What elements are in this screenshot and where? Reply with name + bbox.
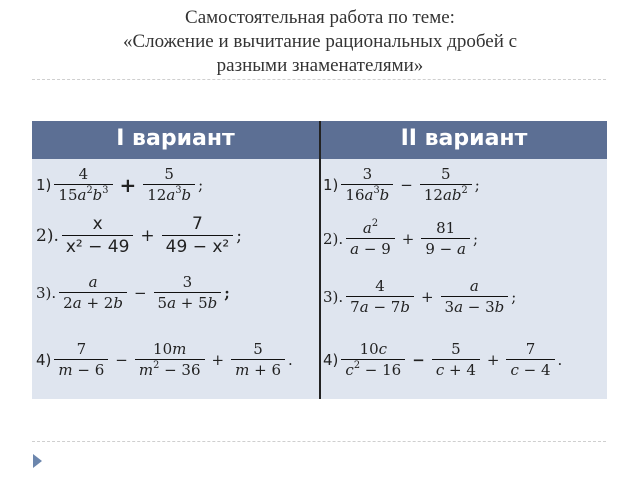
numerator: 5 — [451, 340, 461, 358]
numerator: 81 — [436, 219, 456, 237]
denominator: $15a^2b^3$ — [54, 184, 112, 204]
numerator: $a^2$ — [362, 218, 379, 237]
top-divider — [32, 79, 606, 80]
denominator: x² − 49 — [62, 235, 134, 257]
fraction — [341, 165, 393, 204]
denominator: 49 − x² — [162, 235, 234, 257]
exercise-label: 3). — [323, 287, 344, 306]
fraction — [59, 273, 127, 312]
v2-exercise-3 — [323, 277, 516, 316]
punctuation: ; — [474, 175, 480, 194]
fraction — [143, 165, 195, 204]
numerator: 4 — [375, 277, 385, 295]
fraction — [62, 214, 134, 257]
fraction — [506, 340, 554, 379]
numerator: 10c — [359, 340, 388, 358]
v1-exercise-2 — [36, 214, 242, 257]
denominator: 2a + 2b — [59, 292, 127, 312]
numerator: 5 — [164, 165, 174, 183]
operator: + — [140, 225, 155, 246]
fraction — [346, 277, 414, 316]
exercise-label: 1) — [323, 175, 339, 194]
fraction — [54, 340, 108, 379]
operator: + — [420, 287, 434, 306]
denominator: $16a^3b$ — [341, 184, 393, 204]
punctuation: ; — [198, 175, 204, 194]
next-slide-arrow-icon[interactable] — [33, 454, 42, 468]
punctuation: ; — [236, 225, 242, 246]
bottom-divider — [32, 441, 606, 442]
fraction — [341, 340, 405, 379]
punctuation: ; — [224, 283, 230, 302]
exercise-label: 3). — [36, 283, 57, 302]
title-line-2: «Сложение и вычитание рациональных дробей с — [122, 31, 518, 52]
v2-exercise-2 — [323, 219, 478, 258]
header-variant-1: I вариант — [32, 121, 319, 159]
numerator: 4 — [78, 165, 89, 183]
operator: − — [400, 175, 413, 194]
operator: − — [133, 283, 147, 302]
exercise-label: 4) — [323, 350, 339, 369]
operator: + — [486, 350, 500, 369]
fraction — [154, 273, 222, 312]
denominator: $c^2 - 16$ — [341, 359, 405, 379]
numerator: 5 — [253, 340, 263, 358]
numerator: a — [469, 277, 479, 295]
fraction — [162, 214, 234, 257]
punctuation: . — [288, 350, 293, 369]
numerator: 7 — [525, 340, 536, 358]
exercise-label: 2). — [36, 225, 59, 246]
fraction — [135, 340, 205, 379]
denominator: c + 4 — [432, 359, 480, 379]
operator: + — [119, 172, 137, 197]
numerator: a — [88, 273, 98, 291]
fraction — [54, 165, 112, 204]
denominator: m − 6 — [54, 359, 108, 379]
v1-exercise-4 — [36, 340, 293, 379]
numerator: 5 — [441, 165, 451, 183]
fraction — [420, 165, 472, 204]
punctuation: ; — [472, 229, 479, 248]
numerator: 7 — [192, 214, 203, 234]
operator: − — [115, 350, 128, 369]
denominator: $12a^3b$ — [143, 184, 195, 204]
denominator: 7a − 7b — [346, 296, 414, 316]
v2-exercise-1 — [323, 165, 480, 204]
exercise-label: 1) — [36, 175, 52, 194]
denominator: $m^2 - 36$ — [135, 359, 205, 379]
operator: − — [412, 350, 425, 369]
denominator: 3a − 3b — [441, 296, 509, 316]
fraction — [231, 340, 285, 379]
fraction — [441, 277, 509, 316]
fraction — [346, 219, 395, 258]
punctuation: . — [557, 350, 563, 369]
denominator: a − 9 — [346, 238, 395, 258]
slide-title — [0, 6, 640, 78]
punctuation: ; — [511, 287, 517, 306]
exercise-label: 2). — [323, 229, 344, 248]
denominator: 5a + 5b — [154, 292, 222, 312]
operator: + — [401, 229, 415, 248]
numerator: 3 — [362, 165, 373, 183]
fraction — [432, 340, 480, 379]
numerator: 7 — [76, 340, 87, 358]
v1-exercise-1 — [36, 165, 203, 204]
title-line-1: Самостоятельная работа по теме: — [185, 7, 455, 28]
denominator: $12ab^2$ — [420, 184, 472, 204]
fraction — [421, 219, 470, 258]
exercise-label: 4) — [36, 350, 52, 369]
header-variant-2: II вариант — [321, 121, 607, 159]
denominator: m + 6 — [231, 359, 285, 379]
operator: + — [211, 350, 225, 369]
denominator: 9 − a — [421, 238, 470, 258]
numerator: 3 — [182, 273, 193, 291]
numerator: x — [92, 214, 103, 234]
variants-table — [32, 121, 607, 399]
v1-exercise-3 — [36, 273, 230, 312]
v2-exercise-4 — [323, 340, 562, 379]
title-line-3: разными знаменателями» — [216, 55, 424, 76]
numerator: 10m — [153, 340, 187, 358]
denominator: c − 4 — [506, 359, 554, 379]
column-divider — [319, 121, 321, 399]
